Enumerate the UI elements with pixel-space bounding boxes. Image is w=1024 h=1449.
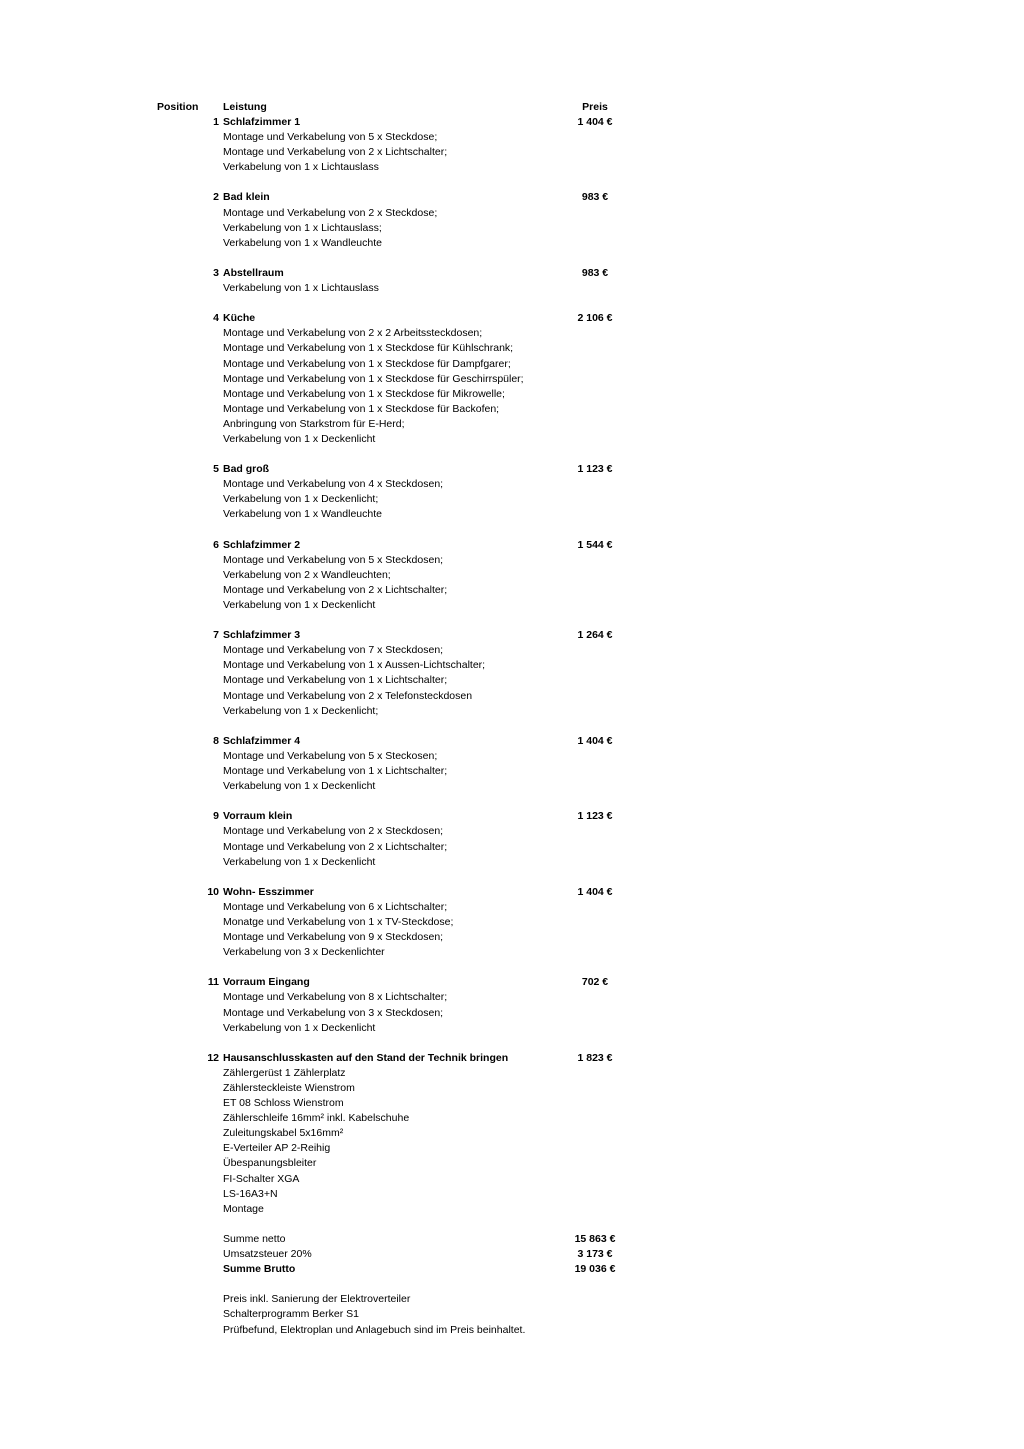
position-item (0, 975, 1024, 1050)
spacer (0, 1217, 1024, 1232)
position-detail-text: Montage und Verkabelung von 6 x Lichtschalter; (223, 900, 448, 913)
position-detail-text: FI-Schalter XGA (223, 1172, 300, 1185)
position-title: Wohn- Esszimmer (223, 885, 314, 898)
position-detail-text: Montage und Verkabelung von 2 x Lichtschalter; (223, 840, 448, 853)
spacer (0, 1036, 1024, 1051)
position-detail-text: Montage und Verkabelung von 1 x Steckdose für Geschirrspüler; (223, 372, 524, 385)
position-detail-text: Verkabelung von 1 x Deckenlicht (223, 1021, 376, 1034)
position-number: 2 (213, 191, 219, 204)
position-header-row (0, 885, 1024, 900)
position-detail-text: Verkabelung von 1 x Deckenlicht (223, 780, 376, 793)
position-detail-row (0, 357, 1024, 372)
position-detail-text: Verkabelung von 1 x Lichtauslass (223, 161, 379, 174)
spacer (0, 794, 1024, 809)
position-detail-text: Monatge und Verkabelung von 1 x TV-Steckdose; (223, 915, 454, 928)
position-price: 1 404 € (577, 734, 613, 747)
position-number: 5 (213, 463, 219, 476)
position-number: 4 (213, 312, 219, 325)
position-detail-text: Verkabelung von 3 x Deckenlichter (223, 946, 385, 959)
position-detail-row (0, 689, 1024, 704)
position-detail-text: Montage und Verkabelung von 3 x Steckdosen; (223, 1006, 444, 1019)
note-row (0, 1292, 1024, 1307)
position-detail-row (0, 658, 1024, 673)
position-item (0, 311, 1024, 462)
position-detail-text: Montage und Verkabelung von 5 x Steckdosen; (223, 553, 444, 566)
position-detail-row (0, 417, 1024, 432)
position-number: 7 (213, 629, 219, 642)
position-title: Küche (223, 312, 256, 325)
position-detail-row (0, 372, 1024, 387)
position-detail-text: Verkabelung von 2 x Wandleuchten; (223, 568, 391, 581)
position-price: 1 823 € (577, 1051, 613, 1064)
position-price: 1 404 € (577, 885, 613, 898)
position-detail-row (0, 990, 1024, 1005)
position-title: Bad klein (223, 191, 270, 204)
position-detail-text: Montage und Verkabelung von 2 x Telefonsteckdosen (223, 689, 473, 702)
position-detail-text: Montage und Verkabelung von 1 x Lichtschalter; (223, 765, 448, 778)
position-number: 8 (213, 734, 219, 747)
header-preis: Preis (582, 101, 608, 113)
position-item (0, 462, 1024, 537)
note-row (0, 1323, 1024, 1338)
position-number: 1 (213, 116, 219, 128)
position-detail-text: Zuleitungskabel 5x16mm² (223, 1127, 344, 1140)
position-header-row (0, 115, 1024, 130)
position-header-row (0, 538, 1024, 553)
summe-brutto-row (0, 1262, 1024, 1277)
position-detail-text: LS-16A3+N (223, 1187, 278, 1200)
position-detail-row (0, 326, 1024, 341)
position-detail-text: Verkabelung von 1 x Deckenlicht; (223, 493, 379, 506)
position-header-row (0, 1051, 1024, 1066)
position-detail-row (0, 1141, 1024, 1156)
position-header-row (0, 734, 1024, 749)
position-detail-row (0, 206, 1024, 221)
position-detail-text: Verkabelung von 1 x Deckenlicht (223, 855, 376, 868)
position-item (0, 538, 1024, 629)
position-detail-row (0, 145, 1024, 160)
position-detail-row (0, 598, 1024, 613)
position-item (0, 809, 1024, 884)
position-price: 1 264 € (577, 629, 613, 642)
position-detail-text: Zählerschleife 16mm² inkl. Kabelschuhe (223, 1112, 410, 1125)
position-detail-row (0, 341, 1024, 356)
position-detail-text: Montage und Verkabelung von 4 x Steckdosen; (223, 478, 444, 491)
position-number: 9 (213, 810, 219, 823)
position-title: Schlafzimmer 1 (223, 116, 301, 128)
position-detail-row (0, 764, 1024, 779)
position-detail-text: Verkabelung von 1 x Deckenlicht; (223, 704, 379, 717)
position-detail-text: E-Verteiler AP 2-Reihig (223, 1142, 331, 1155)
position-detail-row (0, 930, 1024, 945)
position-detail-row (0, 1066, 1024, 1081)
position-detail-row (0, 1021, 1024, 1036)
summe-netto-value: 15 863 € (574, 1232, 616, 1245)
position-detail-text: Montage und Verkabelung von 2 x Steckdosen; (223, 825, 444, 838)
position-title: Abstellraum (223, 266, 284, 279)
position-detail-row (0, 643, 1024, 658)
position-header-row (0, 190, 1024, 205)
header-position: Position (157, 101, 199, 113)
position-item (0, 628, 1024, 734)
position-number: 6 (213, 538, 219, 551)
position-detail-row (0, 749, 1024, 764)
header-leistung: Leistung (223, 101, 267, 113)
position-header-row (0, 311, 1024, 326)
position-item (0, 190, 1024, 265)
position-detail-row (0, 236, 1024, 251)
umsatzsteuer-label: Umsatzsteuer 20% (223, 1248, 312, 1261)
position-detail-text: Montage und Verkabelung von 2 x 2 Arbeitssteckdosen; (223, 327, 483, 340)
position-item (0, 1051, 1024, 1232)
position-detail-row (0, 945, 1024, 960)
position-detail-text: Verkabelung von 1 x Deckenlicht (223, 432, 376, 445)
position-title: Vorraum klein (223, 810, 293, 823)
position-detail-text: Anbringung von Starkstrom für E-Herd; (223, 417, 405, 430)
position-price: 1 123 € (577, 810, 613, 823)
position-detail-text: Montage und Verkabelung von 7 x Steckdosen; (223, 644, 444, 657)
position-detail-text: Zählersteckleiste Wienstrom (223, 1082, 355, 1094)
note-text: Preis inkl. Sanierung der Elektroverteiler (223, 1293, 411, 1306)
position-detail-row (0, 824, 1024, 839)
position-header-row (0, 462, 1024, 477)
position-detail-row (0, 840, 1024, 855)
position-number: 11 (207, 976, 219, 989)
position-detail-row (0, 1096, 1024, 1111)
position-detail-row (0, 1126, 1024, 1141)
position-header-row (0, 809, 1024, 824)
spacer (0, 296, 1024, 311)
position-detail-text: Verkabelung von 1 x Lichtauslass; (223, 221, 382, 234)
position-detail-row (0, 1172, 1024, 1187)
position-detail-row (0, 673, 1024, 688)
spacer (0, 613, 1024, 628)
position-detail-row (0, 477, 1024, 492)
position-detail-row (0, 387, 1024, 402)
position-title: Vorraum Eingang (223, 976, 310, 989)
position-number: 3 (213, 266, 219, 279)
position-number: 12 (207, 1051, 219, 1064)
position-detail-row (0, 1111, 1024, 1126)
position-detail-text: Montage und Verkabelung von 1 x Steckdose für Backofen; (223, 402, 500, 415)
spacer (0, 719, 1024, 734)
position-detail-row (0, 130, 1024, 145)
spacer (0, 1277, 1024, 1292)
position-detail-text: Verkabelung von 1 x Lichtauslass (223, 282, 379, 295)
position-detail-text: Verkabelung von 1 x Deckenlicht (223, 599, 376, 611)
position-detail-row (0, 281, 1024, 296)
position-detail-row (0, 221, 1024, 236)
position-detail-text: Montage und Verkabelung von 1 x Steckdose für Mikrowelle; (223, 387, 505, 400)
position-title: Schlafzimmer 2 (223, 538, 301, 551)
position-detail-row (0, 1187, 1024, 1202)
summe-brutto-label: Summe Brutto (223, 1263, 296, 1276)
position-detail-row (0, 402, 1024, 417)
position-detail-row (0, 507, 1024, 522)
position-detail-row (0, 855, 1024, 870)
spacer (0, 251, 1024, 266)
position-detail-text: Montage und Verkabelung von 5 x Steckosen; (223, 749, 438, 762)
position-detail-row (0, 492, 1024, 507)
position-detail-text: ET 08 Schloss Wienstrom (223, 1097, 344, 1110)
position-price: 983 € (581, 191, 609, 204)
position-header-row (0, 266, 1024, 281)
position-detail-text: Montage und Verkabelung von 1 x Lichtschalter; (223, 674, 448, 687)
umsatzsteuer-value: 3 173 € (577, 1248, 613, 1261)
position-detail-text: Montage und Verkabelung von 9 x Steckdosen; (223, 931, 444, 944)
position-detail-text: Montage und Verkabelung von 8 x Lichtschalter; (223, 991, 448, 1004)
umsatzsteuer-row (0, 1247, 1024, 1262)
position-header-row (0, 628, 1024, 643)
position-list (0, 115, 1024, 1338)
position-detail-row (0, 1156, 1024, 1171)
position-detail-text: Zählergerüst 1 Zählerplatz (223, 1066, 346, 1079)
position-detail-row (0, 583, 1024, 598)
position-detail-row (0, 915, 1024, 930)
position-detail-row (0, 160, 1024, 175)
spacer (0, 175, 1024, 190)
position-detail-row (0, 568, 1024, 583)
spacer (0, 870, 1024, 885)
position-price: 1 544 € (577, 538, 613, 551)
position-detail-text: Montage und Verkabelung von 5 x Steckdose; (223, 131, 438, 144)
position-title: Hausanschlusskasten auf den Stand der Technik bringen (223, 1051, 509, 1064)
position-price: 702 € (581, 976, 609, 989)
position-detail-row (0, 1202, 1024, 1217)
position-price: 1 404 € (577, 116, 613, 128)
position-detail-row (0, 1081, 1024, 1096)
summe-brutto-value: 19 036 € (574, 1263, 616, 1276)
position-title: Schlafzimmer 3 (223, 629, 301, 642)
position-detail-row (0, 553, 1024, 568)
position-detail-text: Montage und Verkabelung von 2 x Lichtschalter; (223, 146, 448, 159)
spacer (0, 523, 1024, 538)
position-detail-row (0, 432, 1024, 447)
position-price: 1 123 € (577, 463, 613, 476)
note-row (0, 1307, 1024, 1322)
position-detail-row (0, 1006, 1024, 1021)
position-detail-text: Montage und Verkabelung von 1 x Aussen-Lichtschalter; (223, 659, 486, 672)
position-item (0, 734, 1024, 809)
position-detail-text: Montage und Verkabelung von 1 x Steckdose für Dampfgarer; (223, 357, 511, 370)
position-header-row (0, 975, 1024, 990)
position-title: Bad groß (223, 463, 270, 476)
note-text: Prüfbefund, Elektroplan und Anlagebuch sind im Preis beinhaltet. (223, 1323, 526, 1336)
position-detail-text: Montage und Verkabelung von 2 x Steckdose; (223, 206, 438, 219)
position-detail-text: Verkabelung von 1 x Wandleuchte (223, 508, 382, 521)
position-detail-text: Montage (223, 1202, 264, 1215)
position-detail-row (0, 779, 1024, 794)
position-title: Schlafzimmer 4 (223, 734, 301, 747)
summe-netto-label: Summe netto (223, 1232, 286, 1245)
position-detail-text: Montage und Verkabelung von 1 x Steckdose für Kühlschrank; (223, 342, 514, 355)
position-detail-row (0, 900, 1024, 915)
spacer (0, 447, 1024, 462)
position-detail-text: Montage und Verkabelung von 2 x Lichtschalter; (223, 583, 448, 596)
position-detail-text: Übespanungsbleiter (223, 1157, 317, 1170)
spacer (0, 960, 1024, 975)
position-item (0, 885, 1024, 976)
position-detail-row (0, 704, 1024, 719)
position-price: 2 106 € (577, 312, 613, 325)
position-item (0, 266, 1024, 311)
position-item (0, 115, 1024, 190)
position-detail-text: Verkabelung von 1 x Wandleuchte (223, 236, 382, 249)
summe-netto-row (0, 1232, 1024, 1247)
position-price: 983 € (581, 266, 609, 279)
note-text: Schalterprogramm Berker S1 (223, 1308, 359, 1321)
position-number: 10 (207, 885, 219, 898)
